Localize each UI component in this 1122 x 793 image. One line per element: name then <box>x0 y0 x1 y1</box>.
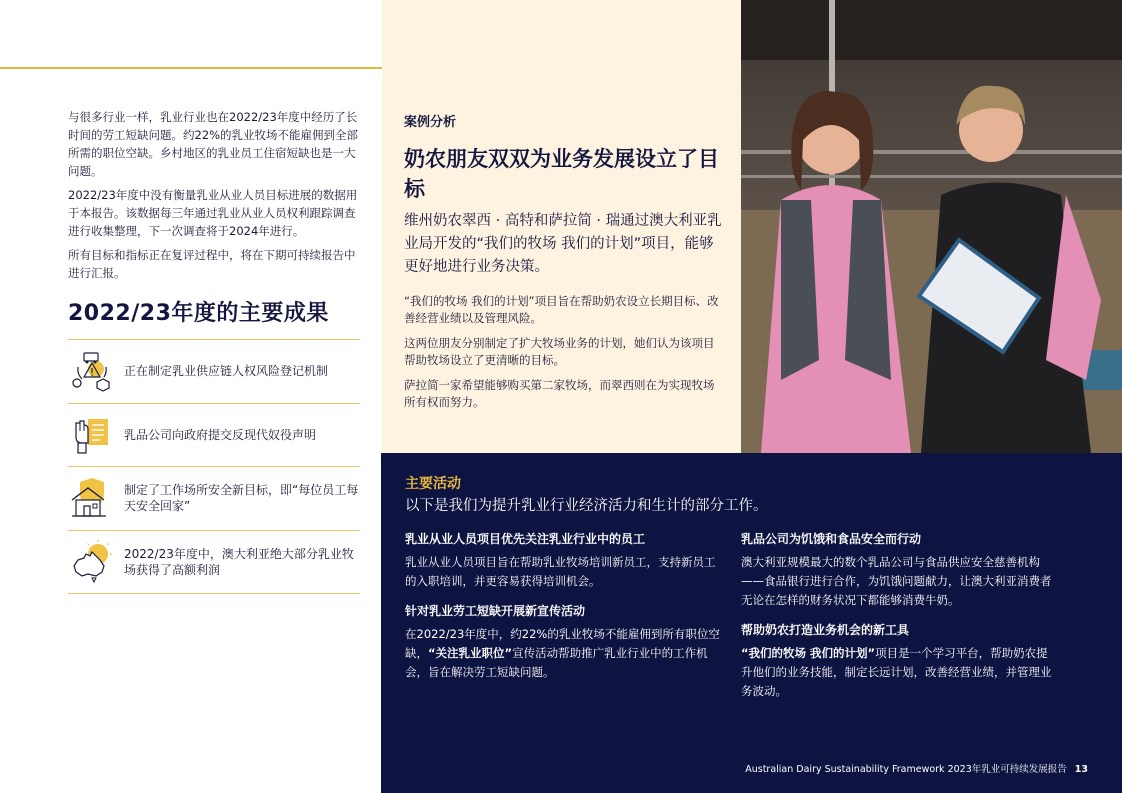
achievement-text: 正在制定乳业供应链人权风险登记机制 <box>124 364 329 379</box>
farmers-photo-illustration <box>741 0 1122 453</box>
case-study-paragraph-3: 萨拉简一家希望能够购买第二家牧场，而翠西则在为实现牧场所有权而努力。 <box>404 378 715 409</box>
activities-subheading: 以下是我们为提升乳业行业经济活力和生计的部分工作。 <box>405 498 768 514</box>
house-shield-icon <box>70 476 114 520</box>
achievements-heading: 2022/23年度的主要成果 <box>68 301 329 326</box>
activity-body <box>405 625 723 682</box>
key-activities-panel <box>381 453 1122 793</box>
activity-body <box>741 644 1059 701</box>
case-study-paragraph-1: “我们的牧场 我们的计划”项目旨在帮助奶农设立长期目标、改善经营业绩以及管理风险。 <box>404 294 719 325</box>
achievement-item <box>68 531 360 595</box>
intro-paragraph-2: 2022/23年度中没有衡量乳业从业人员目标进展的数据用于本报告。该数据每三年通过乳业从业人员权利跟踪调查进行收集整理，下一次调查将于2024年进行。 <box>68 188 358 238</box>
achievement-text: 2022/23年度中，澳大利亚绝大部分乳业牧场获得了高额利润 <box>124 546 354 577</box>
achievement-text: 乳品公司向政府提交反现代奴役声明 <box>124 427 317 442</box>
page-footer <box>745 761 1088 775</box>
activity-body-text: 在2022/23年度中，约22%的乳业牧场不能雇佣到所有职位空缺， <box>405 627 720 660</box>
case-study-content <box>404 111 722 419</box>
activities-column-left <box>405 531 723 694</box>
activity-item <box>405 531 723 591</box>
page-number: 13 <box>1074 764 1088 775</box>
activity-body: 乳业从业人员项目旨在帮助乳业牧场培训新员工，支持新员工的入职培训，并更容易获得培训机会。 <box>405 555 716 588</box>
activity-item <box>405 603 723 682</box>
activity-title: 帮助奶农打造业务机会的新工具 <box>741 623 910 637</box>
australia-sun-icon <box>70 540 114 584</box>
activity-item <box>741 531 1059 610</box>
footer-text: Australian Dairy Sustainability Framework 2023年乳业可持续发展报告 <box>745 764 1067 775</box>
case-study-lead: 维州奶农翠西 · 高特和萨拉简 · 瑞通过澳大利亚乳业局开发的“我们的牧场 我们的计划”项目，能够更好地进行业务决策。 <box>404 213 722 275</box>
raised-fist-document-icon <box>70 413 114 457</box>
case-study-panel <box>382 0 741 453</box>
intro-paragraph-1: 与很多行业一样，乳业行业也在2022/23年度中经历了长时间的劳工短缺问题。约22%的乳业牧场不能雇佣到全部所需的职位空缺。乡村地区的乳业员工住宿短缺也是一大问题。 <box>68 110 359 178</box>
achievements-list <box>68 339 360 594</box>
achievement-text: 制定了工作场所安全新目标，即“每位员工每天安全回家” <box>124 483 359 514</box>
farmers-photo <box>741 0 1122 453</box>
activity-title: 乳业从业人员项目优先关注乳业行业中的员工 <box>405 532 646 546</box>
achievement-item <box>68 467 360 531</box>
activities-heading: 主要活动 <box>405 476 461 492</box>
left-column <box>68 108 360 594</box>
case-study-title: 奶农朋友双双为业务发展设立了目标 <box>404 147 719 201</box>
achievement-item <box>68 404 360 468</box>
intro-text <box>68 108 360 282</box>
activity-item <box>741 622 1059 701</box>
campaign-name: “关注乳业职位” <box>428 646 513 660</box>
activity-body-text: 项目是一个学习平台，帮助奶农提升他们的业务技能，制定长远计划，改善经营业绩，并管理业务波动。 <box>741 646 1052 698</box>
case-study-paragraph-2: 这两位朋友分别制定了扩大牧场业务的计划，她们认为该项目帮助牧场设立了更清晰的目标。 <box>404 336 715 367</box>
activity-body-text: 宣传活动帮助推广乳业行业中的工作机会，旨在解决劳工短缺问题。 <box>405 646 708 679</box>
activities-column-right <box>741 531 1059 713</box>
activity-body: 澳大利亚规模最大的数个乳品公司与食品供应安全慈善机构——食品银行进行合作，为饥饿问题献力，让澳大利亚消费者无论在怎样的财务状况下都能够消费牛奶。 <box>741 555 1052 607</box>
program-name: “我们的牧场 我们的计划” <box>741 646 876 660</box>
activity-title: 乳品公司为饥饿和食品安全而行动 <box>741 532 922 546</box>
achievement-item <box>68 340 360 404</box>
supply-chain-risk-icon <box>70 349 114 393</box>
case-study-body <box>404 293 722 411</box>
activity-title: 针对乳业劳工短缺开展新宣传活动 <box>405 604 586 618</box>
intro-paragraph-3: 所有目标和指标正在复评过程中，将在下期可持续报告中进行汇报。 <box>68 248 356 280</box>
case-study-label: 案例分析 <box>404 115 457 130</box>
